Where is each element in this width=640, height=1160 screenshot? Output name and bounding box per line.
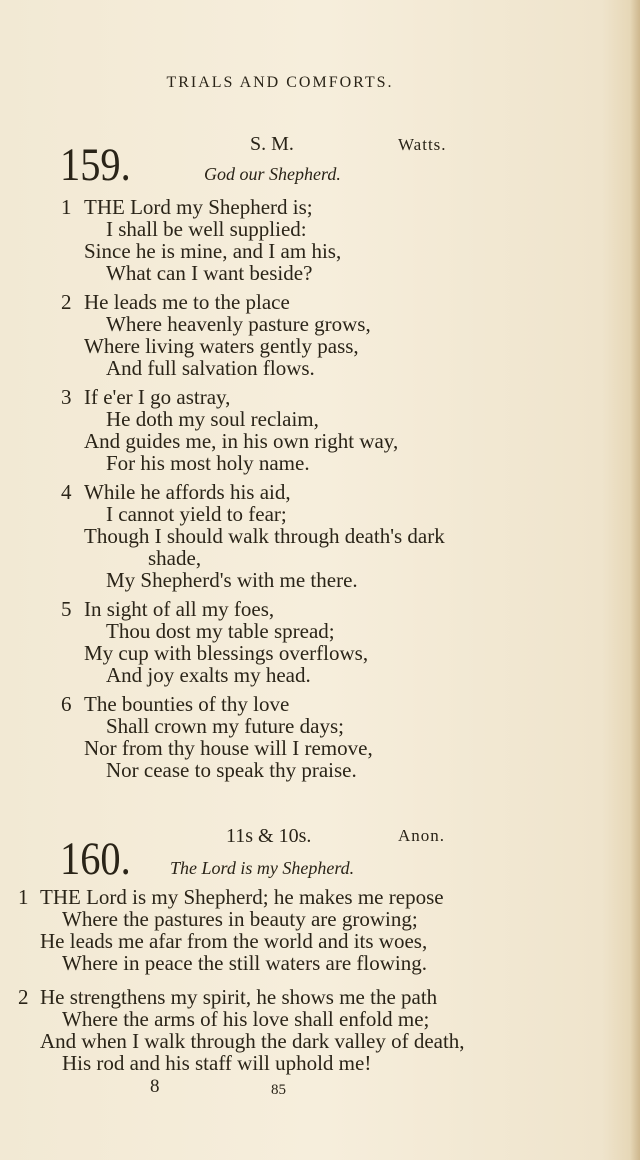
verse-line: Where the pastures in beauty are growing; bbox=[62, 907, 418, 931]
verse-line: THE Lord my Shepherd is; bbox=[84, 195, 313, 219]
verse-number: 1 bbox=[61, 195, 72, 219]
verse-line: Nor cease to speak thy praise. bbox=[106, 758, 357, 782]
verse-line: And guides me, in his own right way, bbox=[84, 429, 399, 453]
verse-line: If e'er I go astray, bbox=[84, 385, 231, 409]
verse-line: I cannot yield to fear; bbox=[106, 502, 287, 526]
verse-line: shade, bbox=[148, 546, 202, 570]
hymn-author: Anon. bbox=[398, 826, 446, 845]
verse-line: And joy exalts my head. bbox=[106, 663, 311, 687]
verse-line: He doth my soul reclaim, bbox=[106, 407, 319, 431]
running-head: TRIALS AND COMFORTS. bbox=[166, 74, 394, 91]
page-edge-shadow bbox=[630, 0, 640, 1160]
verse-line: Where the arms of his love shall enfold me; bbox=[62, 1007, 430, 1031]
hymn-number: 159. bbox=[60, 139, 131, 191]
verse-line: And when I walk through the dark valley of death, bbox=[40, 1029, 465, 1053]
verse-line: What can I want beside? bbox=[106, 261, 313, 285]
verse-line: The bounties of thy love bbox=[84, 692, 290, 716]
hymn-number: 160. bbox=[60, 833, 131, 885]
hymn-title: The Lord is my Shepherd. bbox=[170, 858, 355, 878]
verse-line: Where living waters gently pass, bbox=[84, 334, 359, 358]
verse-line: Nor from thy house will I remove, bbox=[84, 736, 373, 760]
verse-line: For his most holy name. bbox=[106, 451, 310, 475]
hymn-meter: 11s & 10s. bbox=[226, 825, 312, 847]
hymn-title: God our Shepherd. bbox=[204, 164, 341, 184]
verse-line: THE Lord is my Shepherd; he makes me repose bbox=[40, 885, 444, 909]
hymn-meter: S. M. bbox=[250, 133, 294, 155]
verse-line: He strengthens my spirit, he shows me the path bbox=[40, 985, 438, 1009]
page-number: 85 bbox=[271, 1082, 286, 1098]
verse-line: Thou dost my table spread; bbox=[106, 619, 335, 643]
verse-number: 1 bbox=[18, 885, 29, 909]
verse-line: Where heavenly pasture grows, bbox=[106, 312, 371, 336]
verse-line: I shall be well supplied: bbox=[106, 217, 307, 241]
verse-number: 4 bbox=[61, 480, 72, 504]
verse-line: My Shepherd's with me there. bbox=[106, 568, 358, 592]
hymn-author: Watts. bbox=[398, 135, 447, 154]
verse-number: 2 bbox=[61, 290, 72, 314]
verse-number: 5 bbox=[61, 597, 72, 621]
verse-line: Shall crown my future days; bbox=[106, 714, 344, 738]
verse-line: While he affords his aid, bbox=[84, 480, 291, 504]
verse-line: Since he is mine, and I am his, bbox=[84, 239, 342, 263]
verse-number: 2 bbox=[18, 985, 29, 1009]
verse-number: 6 bbox=[61, 692, 72, 716]
verse-line: In sight of all my foes, bbox=[84, 597, 275, 621]
verse-line: He leads me to the place bbox=[84, 290, 290, 314]
verse-line: Where in peace the still waters are flowing. bbox=[62, 951, 428, 975]
verse-line: My cup with blessings overflows, bbox=[84, 641, 369, 665]
verse-line: He leads me afar from the world and its woes, bbox=[40, 929, 428, 953]
signature-mark: 8 bbox=[150, 1076, 160, 1097]
verse-line: And full salvation flows. bbox=[106, 356, 315, 380]
verse-number: 3 bbox=[61, 385, 72, 409]
verse-line: Though I should walk through death's dark bbox=[84, 524, 445, 548]
verse-line: His rod and his staff will uphold me! bbox=[62, 1051, 372, 1075]
